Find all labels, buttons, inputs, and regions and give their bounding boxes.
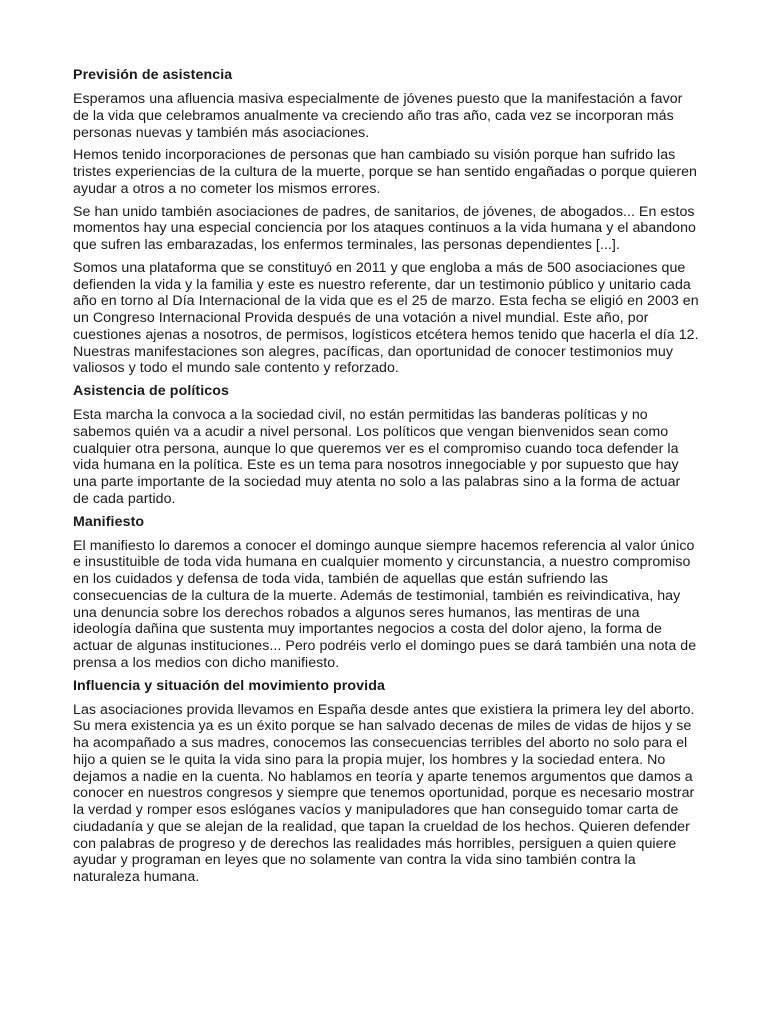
section-heading: Manifiesto <box>73 513 145 530</box>
section-heading: Previsión de asistencia <box>73 67 233 83</box>
section-heading: Asistencia de políticos <box>73 383 230 399</box>
paragraph: Las asociaciones provida llevamos en España desde antes que existiera la primera ley del aborto. Su mera existencia ya es un éxito porque se han salvado decenas de miles de vidas de hijos y se ha acompañado a sus madres, conocemos las consecuencias terribles del aborto no solo para el hijo a quien se le quita la vida sino para la propia mujer, los hombres y la sociedad entera. No dejamos a nadie en la cuenta. No hablamos en teoría y aparte tenemos argumentos que damos a conocer en nuestros congresos y siempre que tenemos oportunidad, porque es necesario mostrar la verdad y romper esos eslóganes vacíos y manipuladores que han conseguido tomar carta de ciudadanía y que se alejan de la realidad, que tapan la crueldad de los hechos. Quieren defender con palabras de progreso y de derechos las realidades más horribles, persiguen a quien quiere ayudar y programan en leyes que no solamente van contra la vida sino también contra la naturaleza humana. <box>73 701 695 885</box>
document-page <box>73 67 699 892</box>
section-heading: Influencia y situación del movimiento provida <box>73 677 385 694</box>
section-prevision-asistencia <box>73 67 699 377</box>
section-manifiesto <box>73 514 699 672</box>
paragraph: Esta marcha la convoca a la sociedad civil, no están permitidas las banderas políticas y no sabemos quién va a acudir a nivel personal. Los políticos que vengan bienvenidos sean como cualquier otra persona, aunque lo que queremos ver es el compromiso cuando toca defender la vida humana en la política. Este es un tema para nosotros innegociable y por supuesto que hay una parte importante de la sociedad muy atenta no solo a las palabras sino a la forma de actuar de cada partido. <box>73 407 681 507</box>
paragraph: Esperamos una afluencia masiva especialmente de jóvenes puesto que la manifestación a favor de la vida que celebramos anualmente va creciendo año tras año, cada vez se incorporan más personas nuevas y también más asociaciones. <box>73 91 683 141</box>
paragraph: El manifiesto lo daremos a conocer el domingo aunque siempre hacemos referencia al valor único e insustituible de toda vida humana en cualquier momento y circunstancia, a nuestro compromiso en los cuidados y defensa de toda vida, también de aquellas que están sufriendo las consecuencias de la cultura de la muerte. Además de testimonial, también es reivindicativa, hay una denuncia sobre los derechos robados a algunos seres humanos, las mentiras de una ideología dañina que sustenta muy importantes negocios a costa del dolor ajeno, la forma de actuar de algunas instituciones... Pero podréis verlo el domingo pues se dará también una nota de prensa a los medios con dicho manifiesto. <box>73 537 697 671</box>
section-influencia-movimiento <box>73 678 699 886</box>
paragraph: Hemos tenido incorporaciones de personas que han cambiado su visión porque han sufrido las tristes experiencias de la cultura de la muerte, porque se han sentido engañadas o porque quieren ayudar a otros a no cometer los mismos errores. <box>73 147 697 197</box>
paragraph: Somos una plataforma que se constituyó en 2011 y que engloba a más de 500 asociaciones que defienden la vida y la familia y este es nuestro referente, dar un testimonio público y unitario cada año en torno al Día Internacional de la vida que es el 25 de marzo. Esta fecha se eligió en 2003 en un Congreso Internacional Provida después de una votación a nivel mundial. Este año, por cuestiones ajenas a nosotros, de permisos, logísticos etcétera hemos tenido que hacerla el día 12. Nuestras manifestaciones son alegres, pacíficas, dan oportunidad de conocer testimonios muy valiosos y todo el mundo sale contento y reforzado. <box>73 259 699 377</box>
section-asistencia-politicos <box>73 383 699 508</box>
paragraph: Se han unido también asociaciones de padres, de sanitarios, de jóvenes, de abogados... En estos momentos hay una especial conciencia por los ataques continuos a la vida humana y el abandono que sufren las embarazadas, los enfermos terminales, las personas dependientes [...]. <box>73 203 696 253</box>
